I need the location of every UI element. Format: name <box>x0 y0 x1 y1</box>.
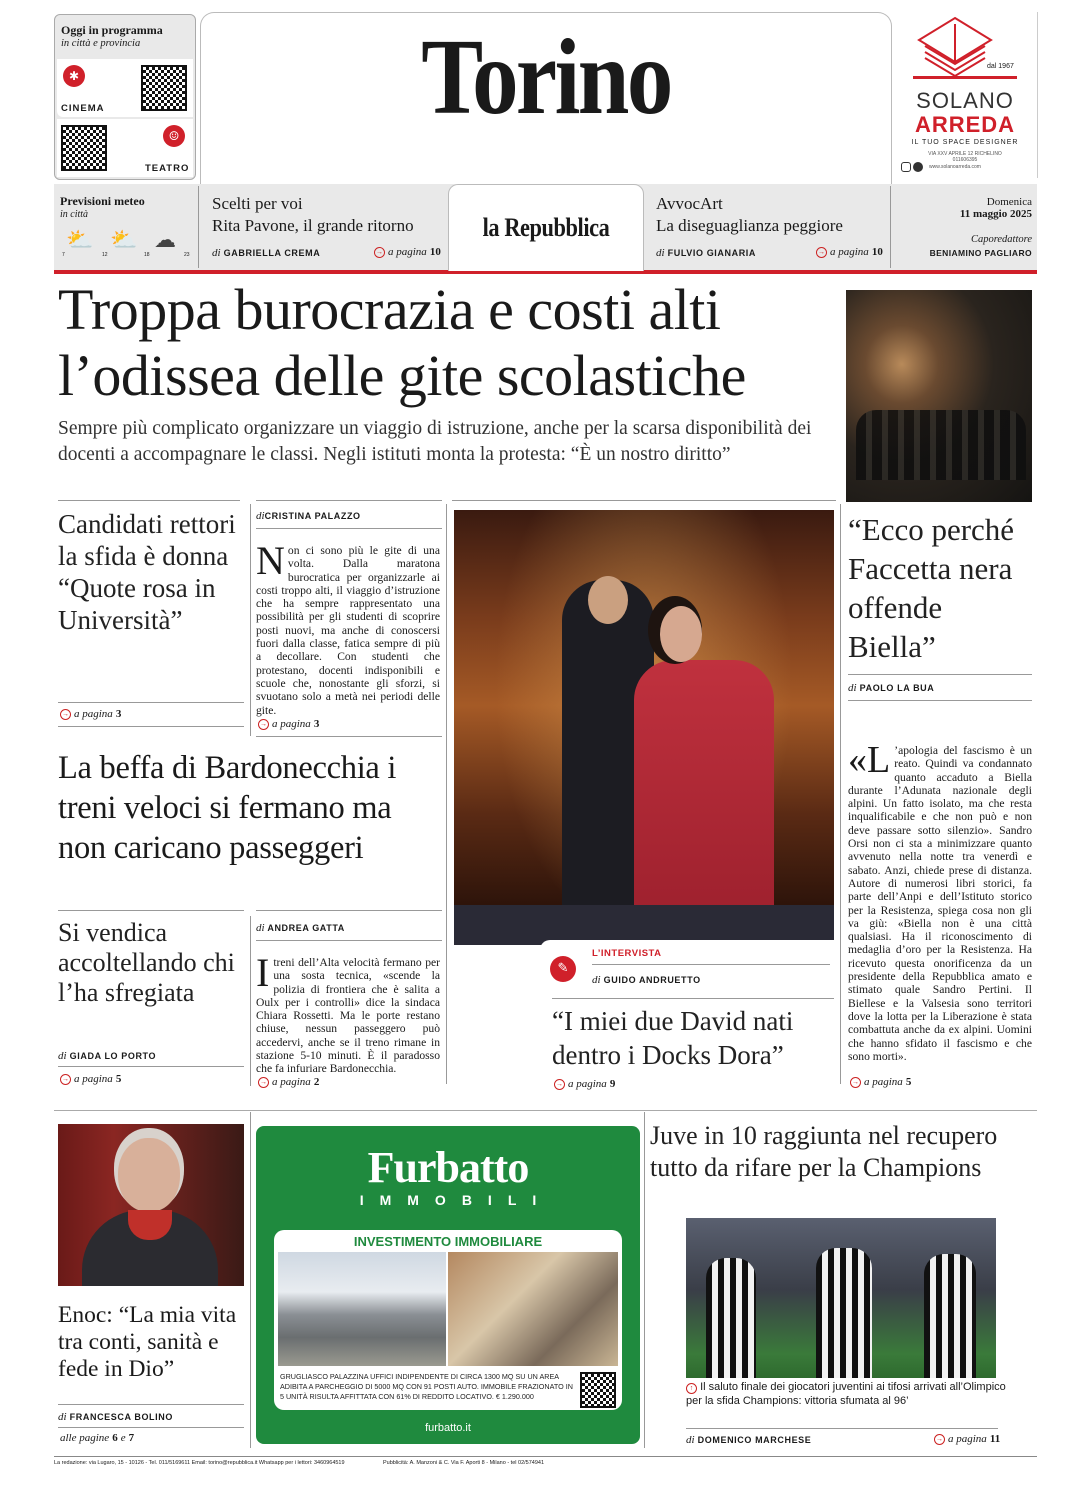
repubblica-box <box>448 184 644 271</box>
divider-lead-byline <box>256 528 442 529</box>
arrow-icon: → <box>376 247 383 256</box>
ref-text: a pagina <box>864 1076 903 1088</box>
teatro-panel[interactable] <box>57 119 193 177</box>
furbatto-web[interactable]: furbatto.it <box>425 1422 471 1434</box>
ref-page: 10 <box>429 246 441 258</box>
building-interior-photo <box>448 1252 618 1366</box>
weather-rain-icon: ☁ <box>154 228 176 253</box>
band-divider-1 <box>198 186 199 268</box>
juve-author: DOMENICO MARCHESE <box>697 1435 812 1445</box>
ref-page: 9 <box>609 1078 616 1090</box>
masthead-title[interactable]: Torino <box>421 18 671 137</box>
avvocart-author: FULVIO GIANARIA <box>667 248 757 258</box>
juventus-players-photo <box>686 1218 996 1378</box>
band-divider-2 <box>890 186 891 268</box>
woman-dress <box>634 660 774 945</box>
instagram-icon[interactable] <box>901 162 911 172</box>
lead-dropcap: N <box>256 538 285 583</box>
col-divider-d <box>840 504 841 1084</box>
biella-night-photo <box>846 290 1032 502</box>
ref-page-b: 7 <box>128 1432 135 1444</box>
lead-headline-2[interactable]: l’odissea delle gite scolastiche <box>58 343 746 408</box>
biella-dropcap: «L <box>848 739 891 781</box>
divider-biella-2 <box>848 700 1032 701</box>
byline-di: di <box>686 1434 695 1446</box>
divider-lead-3 <box>452 500 836 501</box>
solano-since: dal 1967 <box>987 63 1014 70</box>
david-awards-photo <box>454 510 834 945</box>
divider-lead-2 <box>256 500 442 501</box>
intervista-kicker: L’INTERVISTA <box>592 948 662 959</box>
rettori-title[interactable]: Candidati rettori la sfida è donna “Quote rosa in Università” <box>58 509 236 635</box>
biella-body-text: ’apologia del fascismo è un reato. Quindi va condannato quanto accaduto a Biella durante l’Adunata nazionale degli alpini. Un fatto isolato, ma che resta inqualificabile e che non può e non deve passare sotto silenzio». Sandro Orsi non ci sta a minimizzare quanto avvenuto nella notte tra venerdì e sabato. Anzi, chiede prese di distanza. Autore di numerosi libri storici, fa parte dell’Anpi e dell’Istituto storico per la Resistenza, spiega cosa non gli va giù: «Biella non è una città qualsiasi. Ha il riconoscimento di medaglia d’oro per la Resistenza. Ha ricevuto questa onorificenza da un presidente della Repubblica amato e stimato quale Sandro Pertini. Il Biellese e la Valsesia sono territori dove la lotta per la Liberazione è stata combattuta anche da ex alpini. Uomini che hanno sfidato il fascismo e che sono morti». <box>848 744 1032 1063</box>
ref-page: 5 <box>905 1076 912 1088</box>
biella-byline <box>848 682 934 694</box>
date-box <box>892 184 1032 270</box>
bardonecchia-body <box>256 950 440 1076</box>
arrow-icon: → <box>556 1079 563 1088</box>
byline-di: di <box>592 974 601 986</box>
ref-page: 10 <box>871 246 883 258</box>
ref-text: a pagina <box>272 718 311 730</box>
teatro-qr-code[interactable] <box>61 125 107 171</box>
arrow-icon: → <box>260 719 267 728</box>
divider-biella <box>848 674 1032 675</box>
ref-text: a pagina <box>568 1078 607 1090</box>
bardonecchia-dropcap: I <box>256 950 270 995</box>
intervista-byline <box>592 974 701 986</box>
ref-text: a pagina <box>74 1073 113 1085</box>
lead-byline <box>256 510 361 522</box>
meteo-subtitle: in città <box>60 209 89 220</box>
building-exterior-photo <box>278 1252 446 1366</box>
furbatto-brand: Furbatto <box>367 1143 529 1192</box>
cinema-qr-code[interactable] <box>141 65 187 111</box>
byline-di: di <box>256 922 265 934</box>
ref-text: a pagina <box>388 246 427 258</box>
lead-headline-1[interactable]: Troppa burocrazia e costi alti <box>58 277 721 342</box>
weather-sun-cloud-icon-2: ⛅ <box>110 228 138 253</box>
byline-di: di <box>848 682 857 694</box>
byline-di: di <box>656 247 665 259</box>
bardonecchia-body-text: treni dell’Alta velocità fermano per una sosta tecnica, «scende la polizia di frontiera che è salita a Oulx per i controlli» dice la sindaca Chiara Rossetti. Ma le porte restano chiuse, nessun passeggero può accedervi, anche se il treno rimane in stazione 5-10 minuti. È il paradosso che fa infuriare Bardonecchia. <box>256 956 440 1076</box>
programma-subtitle: in città e provincia <box>61 38 141 49</box>
repubblica-logo[interactable]: la Repubblica <box>482 213 610 242</box>
temp-2: 12 <box>102 252 108 258</box>
biella-title[interactable]: “Ecco perché Faccetta nera offende Biella” <box>848 512 1015 664</box>
biella-body <box>848 739 1032 1063</box>
bardonecchia-headline[interactable]: La beffa di Bardonecchia i treni veloci si fermano ma non caricano passeggeri <box>58 750 397 866</box>
meteo-box <box>54 184 198 270</box>
solano-web[interactable]: www.solanoarreda.com <box>929 164 981 170</box>
furbatto-description: GRUGLIASCO PALAZZINA UFFICI INDIPENDENTE DI CIRCA 1300 MQ SU UN AREA ADIBITA A PARCHEGGIO DI 5000 MQ CON 91 POSTI AUTO. IMMOBILE FRAZIONATO IN 5 UNITÀ RISULTA AFFITTATA CON 61% DI REDDITO LOCATIVO. € 1.290.000 <box>280 1372 573 1401</box>
scelti-page-ref[interactable] <box>374 246 441 258</box>
arrow-icon: → <box>62 1074 69 1083</box>
crowd-silhouettes <box>856 410 1026 480</box>
enoc-portrait-photo <box>58 1124 244 1286</box>
vendica-byline <box>58 1050 156 1062</box>
teatro-label: TEATRO <box>145 163 190 174</box>
divider-lead-body-bottom <box>256 736 442 737</box>
ref-text: a pagina <box>830 246 869 258</box>
arrow-icon: → <box>818 247 825 256</box>
divider-juve <box>686 1428 998 1429</box>
furbatto-ad[interactable] <box>256 1126 640 1444</box>
ref-page: 3 <box>313 718 320 730</box>
arrow-icon: → <box>936 1434 943 1443</box>
rettori-page-ref[interactable] <box>60 708 121 720</box>
divider-enoc <box>58 1404 244 1405</box>
solano-ad[interactable] <box>895 12 1038 178</box>
byline-di: di <box>58 1050 67 1062</box>
divider-bottom-section <box>54 1110 1037 1111</box>
lead-subhead: Sempre più complicato organizzare un viaggio di istruzione, anche per la scarsa disponibilità dei docenti a accompagnare le classi. Negli istituti monta la protesta: “È un nostro diritto” <box>58 418 812 465</box>
enoc-page-ref[interactable] <box>60 1432 134 1444</box>
lead-body <box>256 538 440 717</box>
stage-floor <box>454 905 834 945</box>
enoc-author: FRANCESCA BOLINO <box>69 1412 173 1422</box>
enoc-byline <box>58 1411 173 1423</box>
temp-1: 7 <box>62 252 65 258</box>
bardonecchia-byline <box>256 922 345 934</box>
biella-page-ref[interactable] <box>850 1076 911 1088</box>
arrow-icon: → <box>260 1077 267 1086</box>
vendica-page-ref[interactable] <box>60 1073 121 1085</box>
caption-arrow-icon: ↑ <box>686 1383 697 1394</box>
lead-author: CRISTINA PALAZZO <box>264 511 361 521</box>
ref-page: 5 <box>115 1073 122 1085</box>
juve-page-ref[interactable] <box>934 1433 1000 1445</box>
temp-3: 18 <box>144 252 150 258</box>
divider-intervista-2 <box>552 998 834 999</box>
furbatto-sub: IMMOBILI <box>359 1192 553 1208</box>
divider-rettori-bottom <box>58 726 244 727</box>
footer-pubblicita: Pubblicità: A. Manzoni & C. Via F. Aporti 8 - Milano - tel 02/574941 <box>383 1460 545 1466</box>
ref-and: e <box>120 1432 126 1444</box>
player-2 <box>816 1248 872 1378</box>
juve-caption <box>686 1380 1006 1408</box>
divider-bardonecchia-2 <box>256 910 442 911</box>
furbatto-qr-code[interactable] <box>580 1372 616 1408</box>
solano-name: SOLANO <box>916 88 1014 113</box>
col-divider-c <box>250 916 251 1086</box>
edition-date: 11 maggio 2025 <box>959 208 1032 220</box>
divider-bardonecchia-byline <box>256 940 442 941</box>
avvocart-title: La diseguaglianza peggiore <box>656 216 843 235</box>
furbatto-banner: INVESTIMENTO IMMOBILIARE <box>353 1234 543 1249</box>
avvocart-box[interactable] <box>648 184 890 270</box>
scelti-byline <box>212 247 320 259</box>
arreda-name: ARREDA <box>914 112 1016 137</box>
divider-bardonecchia <box>58 910 244 911</box>
intervista-author: GUIDO ANDRUETTO <box>603 975 701 985</box>
ref-page-a: 6 <box>112 1432 118 1444</box>
col-divider-e <box>250 1112 251 1448</box>
bardonecchia-author: ANDREA GATTA <box>267 923 345 933</box>
ref-text: a pagina <box>272 1076 311 1088</box>
cinema-label: CINEMA <box>61 103 105 114</box>
scelti-kicker: Scelti per voi <box>212 194 303 213</box>
programma-title: Oggi in programma <box>61 23 163 37</box>
byline-di: di <box>58 1411 67 1423</box>
arrow-icon: → <box>852 1077 859 1086</box>
weather-sun-cloud-icon: ⛅ <box>66 228 94 253</box>
man-head <box>588 576 628 624</box>
player-1 <box>706 1258 756 1378</box>
editor-name: BENIAMINO PAGLIARO <box>929 248 1032 258</box>
furbatto-card <box>274 1230 622 1410</box>
ref-text: a pagina <box>74 708 113 720</box>
footer-redazione: La redazione: via Lugaro, 15 - 10126 - Tel. 011/5169611 Email: torino@repubblica.it Whatsapp per i lettori: 3460964519 <box>54 1460 345 1466</box>
vendica-author: GIADA LO PORTO <box>69 1051 157 1061</box>
scelti-title: Rita Pavone, il grande ritorno <box>212 216 414 235</box>
avvocart-kicker: AvvocArt <box>656 194 723 213</box>
cinema-panel[interactable] <box>57 59 193 117</box>
juve-title[interactable]: Juve in 10 raggiunta nel recupero tutto da rifare per la Champions <box>650 1121 998 1182</box>
enoc-title[interactable]: Enoc: “La mia vita tra conti, sanità e fede in Dio” <box>58 1302 237 1382</box>
solano-phone: 011606395 <box>952 157 978 163</box>
programma-box <box>54 14 196 180</box>
vendica-title[interactable]: Si vendica accoltellando chi l’ha sfregiata <box>58 918 235 1007</box>
facebook-icon[interactable] <box>913 162 923 172</box>
theatre-mask-icon: ☺ <box>163 125 185 147</box>
masthead-box <box>200 12 892 185</box>
juve-byline <box>686 1434 811 1446</box>
byline-di: di <box>256 510 265 522</box>
col-divider-a <box>250 504 251 736</box>
byline-di: di <box>212 247 221 259</box>
divider-enoc-2 <box>58 1427 244 1428</box>
film-reel-icon: ✱ <box>63 65 85 87</box>
lead-body-text: on ci sono più le gite di una volta. Dalla maratona burocratica per organizzarle ai costi troppo alti, il viaggio d’istruzione che ha sempre rappresentato una possibilità per gli studenti di scoprire posti nuovi, ma anche di conoscersi fuori dalla classe, fatica sempre di più a decollare. Con studenti che protestano, docenti indisponibili e scuole che, nonostante gli sforzi, si svuotano solo a metà nei periodi delle gite. <box>256 544 440 717</box>
lead-page-ref[interactable] <box>258 718 319 730</box>
microphone-icon: ✎ <box>550 956 576 982</box>
editor-role: Caporedattore <box>970 234 1032 245</box>
enoc-head <box>118 1138 180 1212</box>
avvocart-byline <box>656 247 756 259</box>
scelti-author: GABRIELLA CREMA <box>223 248 321 258</box>
intervista-page-ref[interactable] <box>554 1078 615 1090</box>
ref-page: 11 <box>989 1433 1001 1445</box>
divider-vendica <box>58 1066 244 1067</box>
footer-rule <box>54 1456 1037 1457</box>
ref-page: 3 <box>115 708 122 720</box>
solano-tagline: IL TUO SPACE DESIGNER <box>911 139 1019 146</box>
player-3 <box>924 1254 976 1378</box>
woman-head <box>660 606 702 662</box>
bardonecchia-page-ref[interactable] <box>258 1076 319 1088</box>
arrow-icon: → <box>62 709 69 718</box>
meteo-title: Previsioni meteo <box>60 194 145 208</box>
solano-red-line <box>913 76 1017 79</box>
juve-caption-text: Il saluto finale dei giocatori juventini ai tifosi arrivati all’Olimpico per la sfida Champions: vittoria sfumata al 96’ <box>686 1381 1006 1407</box>
biella-author: PAOLO LA BUA <box>859 683 935 693</box>
solano-address: VIA XXV APRILE 12 RICHELINO <box>928 151 1002 157</box>
col-divider-b <box>446 504 447 1084</box>
divider-rettori <box>58 702 244 703</box>
solano-logo-icon <box>915 16 995 78</box>
avvocart-page-ref[interactable] <box>816 246 883 258</box>
intervista-badge <box>540 940 835 998</box>
ref-text: a pagina <box>948 1433 987 1445</box>
ref-text: alle pagine <box>60 1432 110 1444</box>
intervista-title[interactable]: “I miei due David nati dentro i Docks Dora” <box>552 1006 794 1070</box>
edition-day: Domenica <box>986 196 1032 208</box>
scelti-box[interactable] <box>204 184 446 270</box>
temp-4: 23 <box>184 252 190 258</box>
divider-lead <box>58 500 240 501</box>
divider-intervista <box>592 964 830 965</box>
ref-page: 2 <box>313 1076 320 1088</box>
col-divider-f <box>644 1112 645 1448</box>
